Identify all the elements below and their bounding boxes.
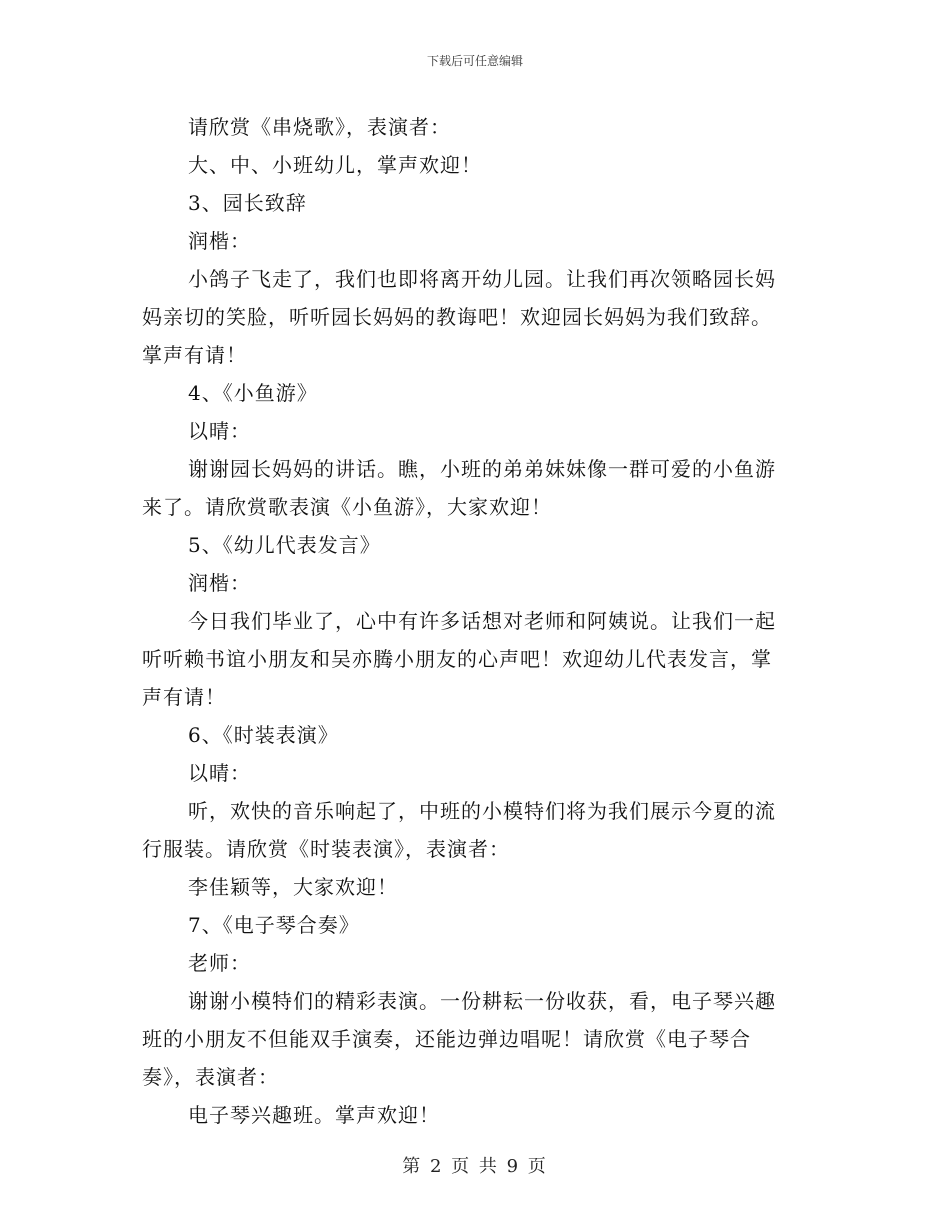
text-line: 掌声有请！ [142, 343, 247, 367]
text-line: 电子琴兴趣班。掌声欢迎！ [188, 1103, 440, 1127]
text-line: 妈亲切的笑脸，听听园长妈妈的教诲吧！欢迎园长妈妈为我们致辞。 [142, 305, 772, 329]
text-line: 大、中、小班幼儿，掌声欢迎！ [188, 153, 482, 177]
page-header: 下载后可任意编辑 [426, 54, 523, 68]
text-line: 行服装。请欣赏《时装表演》，表演者： [142, 837, 510, 861]
text-line: 今日我们毕业了，心中有许多话想对老师和阿姨说。让我们一起 [188, 609, 776, 633]
speaker-label: 以晴： [188, 419, 251, 443]
section-heading: 4、《小鱼游》 [188, 381, 318, 405]
text-line: 声有请！ [142, 685, 226, 709]
text-line: 来了。请欣赏歌表演《小鱼游》，大家欢迎！ [142, 495, 552, 519]
section-heading: 6、《时装表演》 [188, 723, 339, 747]
document-body [142, 108, 802, 1134]
speaker-label: 以晴： [188, 761, 251, 785]
text-line: 谢谢园长妈妈的讲话。瞧，小班的弟弟妹妹像一群可爱的小鱼游 [188, 457, 776, 481]
text-line: 奏》，表演者： [142, 1065, 279, 1089]
section-heading: 3、园长致辞 [188, 191, 307, 215]
text-line: 谢谢小模特们的精彩表演。一份耕耘一份收获，看，电子琴兴趣 [188, 989, 776, 1013]
speaker-label: 老师： [188, 951, 251, 975]
speaker-label: 润楷： [188, 229, 251, 253]
section-heading: 7、《电子琴合奏》 [188, 913, 360, 937]
section-heading: 5、《幼儿代表发言》 [188, 533, 381, 557]
text-line: 听，欢快的音乐响起了，中班的小模特们将为我们展示今夏的流 [188, 799, 776, 823]
speaker-label: 润楷： [188, 571, 251, 595]
page-number-footer: 第 2 页 共 9 页 [402, 1156, 548, 1177]
text-line: 听听赖书谊小朋友和吴亦腾小朋友的心声吧！欢迎幼儿代表发言，掌 [142, 647, 772, 671]
text-line: 小鸽子飞走了，我们也即将离开幼儿园。让我们再次领略园长妈 [188, 267, 776, 291]
text-line: 班的小朋友不但能双手演奏，还能边弹边唱呢！请欣赏《电子琴合 [142, 1027, 751, 1051]
text-line: 李佳颖等，大家欢迎！ [188, 875, 398, 899]
text-line: 请欣赏《串烧歌》，表演者： [188, 115, 451, 139]
